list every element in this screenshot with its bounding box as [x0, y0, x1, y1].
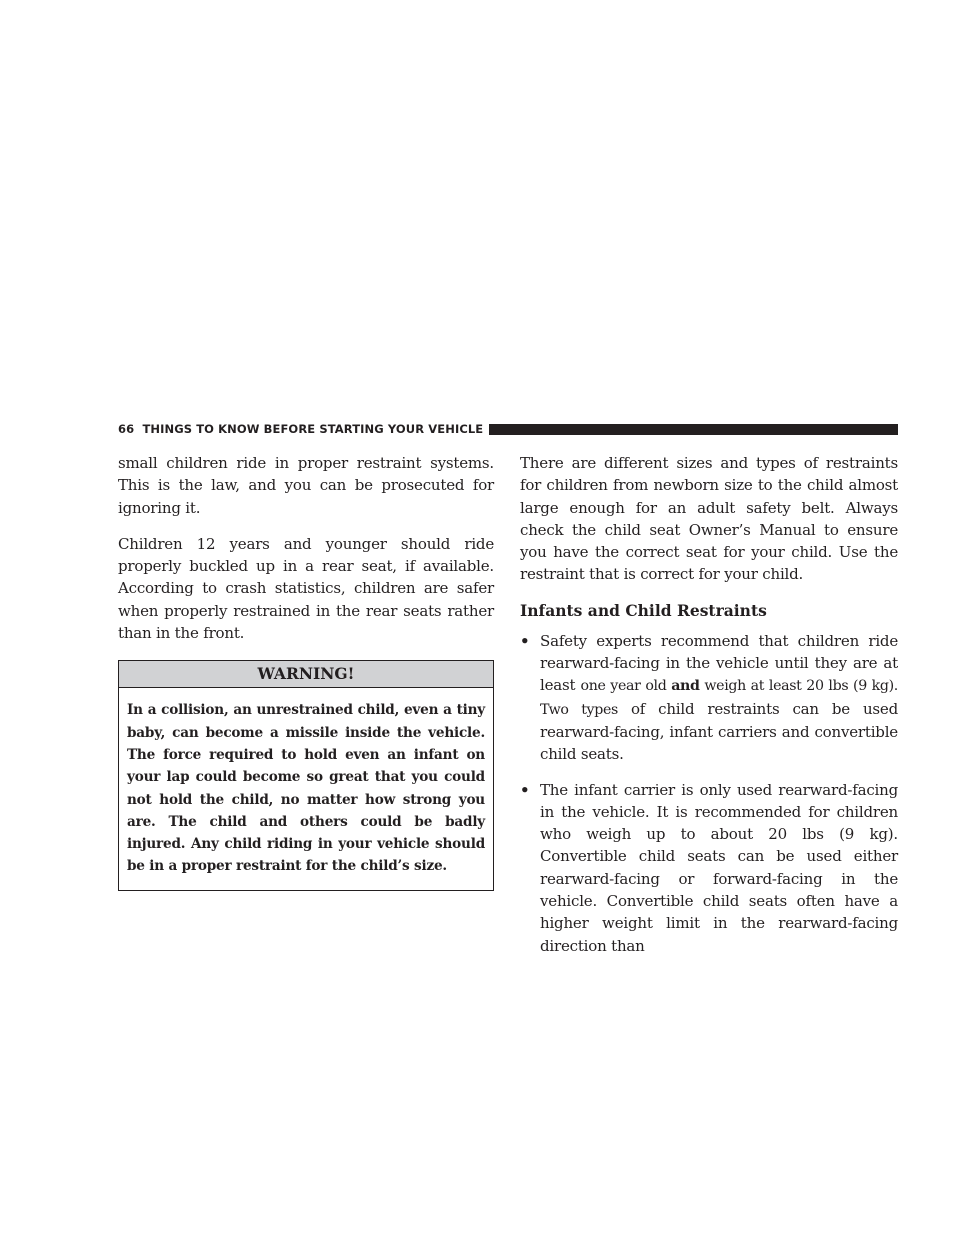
bullet-1-emphasis: and [671, 678, 700, 695]
warning-box [118, 660, 494, 890]
warning-title: WARNING! [119, 661, 493, 688]
section-title: THINGS TO KNOW BEFORE STARTING YOUR VEHICLE [142, 422, 484, 436]
bullet-1-line1: Safety experts recommend that children ride rearward-facing in the vehicle until they are at least [540, 631, 898, 695]
right-column [520, 452, 898, 970]
bullet-1-line3: of child restraints can be used rearward-facing, infant carriers and convertible child seats. [540, 699, 898, 764]
list-item [520, 630, 898, 766]
subheading-infant-restraints: Infants and Child Restraints [520, 600, 767, 620]
bullet-1-line2-pre: one year old [580, 678, 667, 695]
list-item [520, 779, 898, 957]
page-header-text [118, 422, 483, 436]
paragraph-rear-seat: Children 12 years and younger should ride properly buckled up in a rear seat, if available. According to crash statistics, children are safer when properly restrained in the rear seats rather than in the front. [118, 534, 494, 643]
page-number: 66 [118, 422, 135, 436]
bullet-marker: • [520, 631, 530, 650]
bullet-2-text: The infant carrier is only used rearward-facing in the vehicle. It is recommended for children who weigh up to about 20 lbs (9 kg). Convertible child seats can be used either rearward-facing or forward-facing in the vehicle. Convertible child seats often have a higher weight limit in the rearward-facing direction than [540, 780, 898, 955]
warning-text: In a collision, an unrestrained child, even a tiny baby, can become a missile inside the vehicle. The force required to hold even an infant on your lap could become so great that you could not hold the child, no matter how strong you are. The child and others could be badly injured. Any child riding in your vehicle should be in a proper restraint for the child’s size. [127, 702, 485, 875]
paragraph-law: small children ride in proper restraint systems. This is the law, and you can be prosecuted for ignoring it. [118, 454, 494, 517]
paragraph-restraint-types: There are different sizes and types of restraints for children from newborn size to the child almost large enough for an adult safety belt. Always check the child seat Owner’s Manual to ensure you have the correct seat for your child. Use the restraint that is correct for your child. [520, 454, 898, 584]
bullet-marker: • [520, 780, 530, 799]
bullet-1-line2-post: weigh at least 20 lbs (9 kg). Two types [540, 678, 898, 718]
left-column [118, 452, 494, 891]
page-header [118, 421, 898, 437]
bullet-list [520, 630, 898, 957]
header-rule-bar [489, 424, 898, 435]
